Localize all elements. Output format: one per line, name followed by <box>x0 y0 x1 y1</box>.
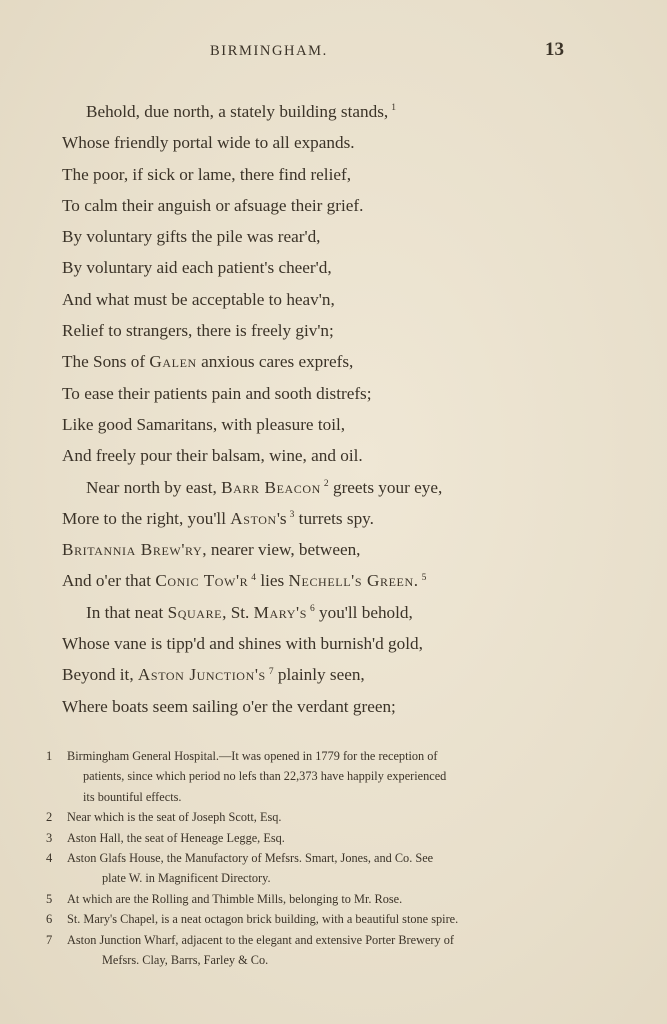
poem-line <box>62 346 642 377</box>
line-text: Whose friendly portal wide to all expands. <box>62 133 355 153</box>
line-text: greets your eye, <box>328 477 443 497</box>
line-text: you'll behold, <box>314 602 413 622</box>
line-text: Like good Samaritans, with pleasure toil, <box>62 414 346 434</box>
line-text: The poor, if sick or lame, there find relief, <box>62 164 351 184</box>
line-text: To calm their anguish or afsuage their grief. <box>62 195 364 215</box>
page-number: 13 <box>545 39 564 60</box>
line-text: Near north by east, <box>86 477 222 497</box>
poem-line <box>62 628 642 659</box>
footnote-text <box>67 889 616 909</box>
footnote-line: Aston Junction Wharf, adjacent to the elegant and extensive Porter Brewery of <box>67 932 454 947</box>
small-caps-name: Square <box>167 602 223 622</box>
footnote-marker: 3 <box>289 510 295 521</box>
footnote-text <box>67 909 616 929</box>
footnote-line: Near which is the seat of Joseph Scott, Esq. <box>67 810 282 825</box>
footnote-marker: 7 <box>268 666 274 677</box>
footnote-line: Mefsrs. Clay, Barrs, Farley & Co. <box>102 953 269 968</box>
line-text: , nearer view, between, <box>202 540 361 560</box>
line-text: 's <box>276 508 287 528</box>
line-text: More to the right, you'll <box>62 508 231 528</box>
small-caps-name: Mary's <box>253 602 307 622</box>
poem-line <box>62 534 642 565</box>
footnote-marker: 2 <box>323 478 329 489</box>
footnote-number: 3 <box>46 830 53 845</box>
footnote-number: 4 <box>46 851 53 866</box>
line-text: Relief to strangers, there is freely giv'n; <box>62 321 334 341</box>
line-text: Whose vane is tipp'd and shines with burnish'd gold, <box>62 634 423 654</box>
line-text: anxious cares exprefs, <box>196 352 354 372</box>
footnote-marker: 1 <box>391 103 396 114</box>
poem-line <box>62 252 642 283</box>
footnote-number: 6 <box>46 912 53 927</box>
footnote-text <box>67 930 616 971</box>
poem-line <box>62 691 642 722</box>
line-text: And freely pour their balsam, wine, and oil. <box>62 446 363 466</box>
footnote-line: plate W. in Magnificent Directory. <box>102 871 271 886</box>
line-text: turrets spy. <box>294 508 374 528</box>
small-caps-name: Aston <box>230 508 277 528</box>
running-head <box>0 38 667 68</box>
footnote <box>46 848 616 889</box>
small-caps-name: Aston Junction's <box>137 665 266 685</box>
footnote-line: Aston Hall, the seat of Heneage Legge, Esq. <box>67 830 285 845</box>
line-text: , St. <box>222 602 254 622</box>
small-caps-name: Conic Tow'r <box>155 571 249 591</box>
poem-line <box>62 284 642 315</box>
poem-line <box>62 565 642 596</box>
footnote-number: 2 <box>46 810 53 825</box>
small-caps-name: Galen <box>149 352 197 372</box>
footnote-line: Birmingham General Hospital.—It was opened in 1779 for the reception of <box>67 749 438 763</box>
footnote-line: Aston Glafs House, the Manufactory of Mefsrs. Smart, Jones, and Co. See <box>67 851 434 866</box>
poem-line <box>62 221 642 252</box>
poem-line <box>62 127 642 158</box>
poem-body <box>62 96 642 722</box>
line-text: Behold, due north, a stately building stands, <box>86 102 389 121</box>
line-text: To ease their patients pain and sooth distrefs; <box>62 383 372 403</box>
poem-line <box>62 440 642 471</box>
poem-line <box>62 378 642 409</box>
line-text: And o'er that <box>62 571 156 591</box>
footnote <box>46 807 616 827</box>
footnote <box>46 746 616 807</box>
footnote <box>46 889 616 909</box>
footnote-line: patients, since which period no lefs than 22,373 have happily experienced <box>83 769 447 784</box>
footnote-line: At which are the Rolling and Thimble Mills, belonging to Mr. Rose. <box>67 891 403 906</box>
line-text: Beyond it, <box>62 665 138 685</box>
footnote-number: 7 <box>46 932 53 947</box>
small-caps-name: Nechell's Green. <box>288 571 419 591</box>
footnote-text <box>67 807 616 827</box>
footnote-text <box>67 746 616 807</box>
footnote-marker: 5 <box>421 572 427 583</box>
footnote-number: 1 <box>46 749 53 763</box>
poem-line <box>62 659 642 690</box>
footnote-line: St. Mary's Chapel, is a neat octagon brick building, with a beautiful stone spire. <box>67 912 459 927</box>
poem-line <box>62 409 642 440</box>
line-text: lies <box>256 571 289 591</box>
line-text: Where boats seem sailing o'er the verdant green; <box>62 696 396 716</box>
poem-line <box>62 190 642 221</box>
footnotes <box>46 746 616 970</box>
footnote <box>46 930 616 971</box>
footnote-marker: 4 <box>251 572 257 583</box>
poem-line <box>62 96 642 127</box>
poem-line <box>62 503 642 534</box>
footnote-line: its bountiful effects. <box>83 789 182 804</box>
footnote <box>46 828 616 848</box>
small-caps-name: Britannia Brew'ry <box>62 540 203 560</box>
line-text: plainly seen, <box>273 665 365 685</box>
line-text: In that neat <box>86 602 168 622</box>
small-caps-name: Barr Beacon <box>221 477 321 497</box>
poem-line <box>62 315 642 346</box>
line-text: And what must be acceptable to heav'n, <box>62 289 335 309</box>
poem-line <box>62 472 642 503</box>
footnote-text <box>67 828 616 848</box>
footnote-text <box>67 848 616 889</box>
poem-line <box>62 159 642 190</box>
line-text: By voluntary aid each patient's cheer'd, <box>62 258 332 278</box>
footnote-number: 5 <box>46 891 53 906</box>
line-text: The Sons of <box>62 352 150 372</box>
footnote <box>46 909 616 929</box>
poem-line <box>62 597 642 628</box>
line-text: By voluntary gifts the pile was rear'd, <box>62 227 321 247</box>
footnote-marker: 6 <box>309 604 315 615</box>
running-title: BIRMINGHAM. <box>210 43 328 59</box>
